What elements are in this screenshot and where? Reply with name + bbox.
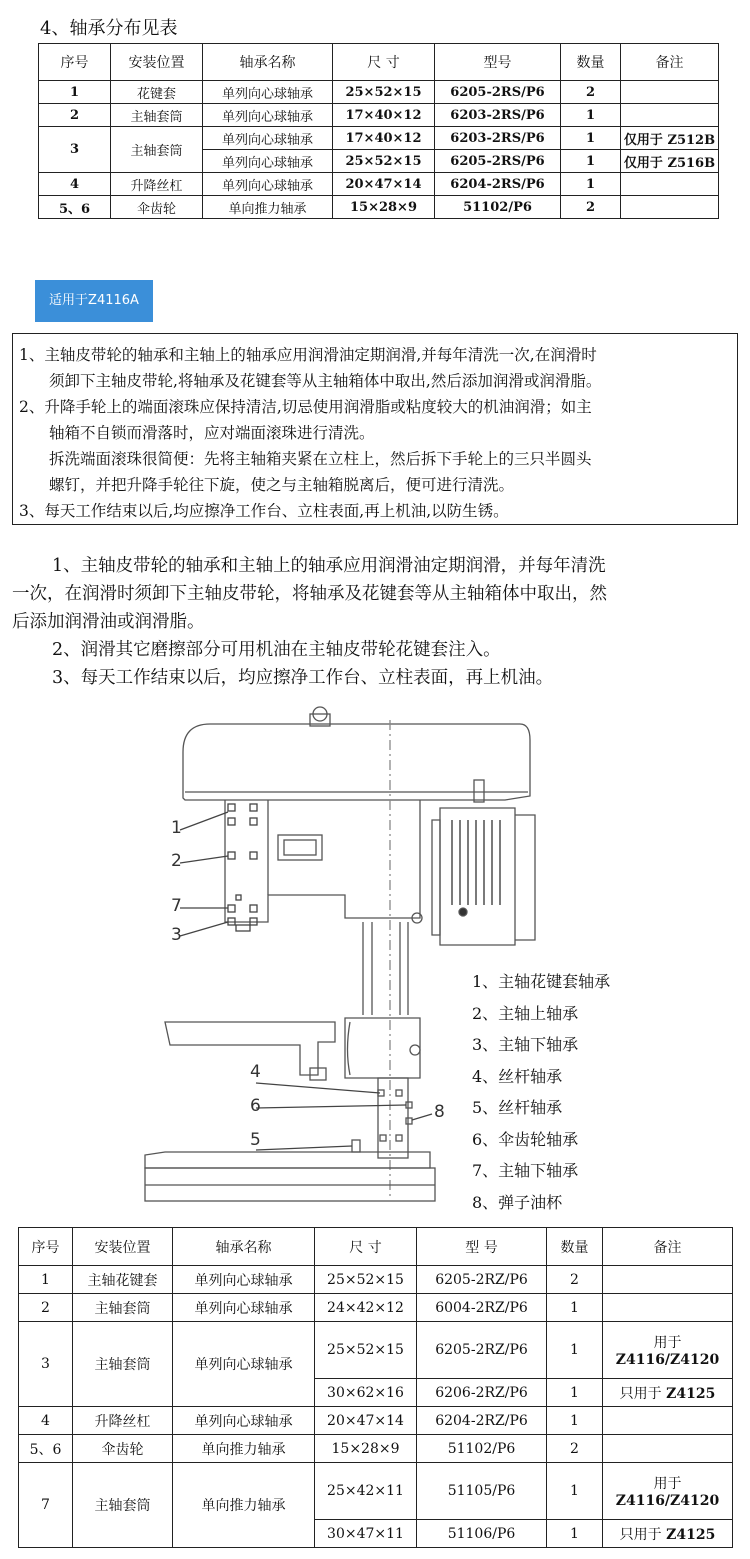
table-row [19, 1463, 733, 1520]
cell-note [603, 1379, 733, 1407]
cell-model: 6204-2RZ/P6 [417, 1407, 547, 1435]
header-cell: 尺 寸 [333, 44, 435, 81]
table-header [19, 1228, 733, 1266]
header-cell: 数量 [547, 1228, 603, 1266]
table-row [39, 173, 719, 196]
header-cell: 尺 寸 [315, 1228, 417, 1266]
legend-item: 5、丝杆轴承 [472, 1098, 563, 1117]
note-text: 只用于 [619, 1385, 662, 1402]
table-header [39, 44, 719, 81]
cell-qty: 2 [561, 196, 621, 219]
legend-item: 6、伞齿轮轴承 [472, 1129, 579, 1149]
cell-note [603, 1463, 733, 1520]
callout-label: 5 [250, 1130, 261, 1150]
cell-size: 25×52×15 [315, 1322, 417, 1379]
callout-label: 8 [434, 1102, 445, 1122]
cell-no: 1 [39, 81, 111, 104]
bearing-table-2 [18, 1227, 733, 1548]
note-text: 用于 [653, 1335, 682, 1351]
note-text: 只用于 [619, 1526, 662, 1543]
cell-model: 6203-2RS/P6 [435, 127, 561, 150]
cell-model: 51102/P6 [435, 196, 561, 219]
cell-qty: 1 [547, 1520, 603, 1548]
header-cell: 安装位置 [73, 1228, 173, 1266]
cell-note [621, 173, 719, 196]
cell-size: 25×52×15 [315, 1266, 417, 1294]
cell-size: 17×40×12 [333, 104, 435, 127]
bearing-table-1 [38, 43, 719, 219]
cell-no: 3 [19, 1322, 73, 1407]
motor-body [440, 808, 515, 945]
cell-size: 25×52×15 [333, 81, 435, 104]
cell-note [603, 1322, 733, 1379]
cell-size: 30×62×16 [315, 1379, 417, 1407]
cell-position: 主轴花键套 [73, 1266, 173, 1294]
cell-size: 15×28×9 [333, 196, 435, 219]
cell-note [621, 196, 719, 219]
legend-item: 2、主轴上轴承 [472, 1003, 579, 1023]
note-models: Z4116/Z4120 [615, 1493, 720, 1509]
maintenance-notes-box [12, 333, 738, 525]
cell-no: 1 [19, 1266, 73, 1294]
cell-name: 单向推力轴承 [203, 196, 333, 219]
paragraph-line: 2、润滑其它磨擦部分可用机油在主轴皮带轮花键套注入。 [52, 640, 501, 660]
machine-base [145, 1152, 430, 1168]
cell-note [603, 1294, 733, 1322]
cell-position: 主轴套筒 [73, 1294, 173, 1322]
paragraph-line: 1、主轴皮带轮的轴承和主轴上的轴承应用润滑油定期润滑，并每年清洗 [52, 556, 606, 576]
model-tag-button[interactable]: 适用于Z4116A [35, 280, 153, 322]
cell-qty: 1 [547, 1294, 603, 1322]
lubrication-paragraphs [12, 552, 738, 692]
cell-name: 单列向心球轴承 [203, 104, 333, 127]
cell-name: 单列向心球轴承 [203, 127, 333, 150]
cell-position: 主轴套筒 [73, 1322, 173, 1407]
cell-name: 单列向心球轴承 [203, 173, 333, 196]
cell-position: 主轴套筒 [73, 1463, 173, 1548]
header-cell: 备注 [603, 1228, 733, 1266]
table-row [19, 1407, 733, 1435]
cell-qty: 1 [561, 150, 621, 173]
cell-no: 4 [19, 1407, 73, 1435]
cell-no: 2 [39, 104, 111, 127]
cell-model: 51106/P6 [417, 1520, 547, 1548]
legend-item: 1、主轴花键套轴承 [472, 972, 611, 991]
drill-press-diagram [0, 700, 750, 1220]
cell-no: 5、6 [39, 196, 111, 219]
legend-item: 3、主轴下轴承 [472, 1035, 579, 1054]
cell-qty: 1 [561, 104, 621, 127]
header-cell: 型号 [435, 44, 561, 81]
cell-note [603, 1266, 733, 1294]
legend-item: 4、丝杆轴承 [472, 1066, 563, 1086]
cell-name: 单向推力轴承 [173, 1435, 315, 1463]
cell-qty: 1 [547, 1322, 603, 1379]
legend-item: 7、主轴下轴承 [472, 1161, 579, 1180]
callout-label: 2 [171, 851, 182, 871]
table-row [39, 81, 719, 104]
note-line: 2、升降手轮上的端面滚珠应保持清洁,切忌使用润滑脂或粘度较大的机油润滑；如主 [19, 398, 592, 416]
cell-position: 升降丝杠 [111, 173, 203, 196]
cell-model: 6004-2RZ/P6 [417, 1294, 547, 1322]
cell-size: 25×42×11 [315, 1463, 417, 1520]
cell-size: 20×47×14 [315, 1407, 417, 1435]
callout-label: 4 [250, 1062, 261, 1082]
table-row [19, 1266, 733, 1294]
cell-position: 花键套 [111, 81, 203, 104]
note-models: Z4125 [666, 1526, 716, 1543]
header-cell: 备注 [621, 44, 719, 81]
paragraph-line: 后添加润滑油或润滑脂。 [12, 612, 205, 632]
cell-qty: 2 [547, 1435, 603, 1463]
lift-housing [345, 1018, 420, 1078]
cell-size: 25×52×15 [333, 150, 435, 173]
header-cell: 序号 [39, 44, 111, 81]
cell-name: 单列向心球轴承 [173, 1407, 315, 1435]
cell-size: 24×42×12 [315, 1294, 417, 1322]
cell-position: 主轴套筒 [111, 104, 203, 127]
table-row [19, 1322, 733, 1379]
header-cell: 安装位置 [111, 44, 203, 81]
note-line: 轴箱不自锁而滑落时，应对端面滚珠进行清洗。 [49, 424, 375, 442]
cell-model: 51102/P6 [417, 1435, 547, 1463]
callout-label: 1 [171, 818, 182, 838]
cell-model: 6203-2RS/P6 [435, 104, 561, 127]
table-row [39, 104, 719, 127]
cell-model: 6205-2RZ/P6 [417, 1322, 547, 1379]
cell-note [603, 1407, 733, 1435]
cell-model: 6206-2RZ/P6 [417, 1379, 547, 1407]
cell-name: 单列向心球轴承 [173, 1294, 315, 1322]
cell-note: 仅用于 Z512B [621, 127, 719, 150]
cell-model: 6205-2RZ/P6 [417, 1266, 547, 1294]
note-line: 拆洗端面滚珠很简便：先将主轴箱夹紧在立柱上，然后拆下手轮上的三只半圆头 [49, 450, 592, 468]
cell-note: 仅用于 Z516B [621, 150, 719, 173]
cell-name: 单列向心球轴承 [203, 150, 333, 173]
cell-position: 伞齿轮 [73, 1435, 173, 1463]
cell-position: 主轴套筒 [111, 127, 203, 173]
section-title: 4、轴承分布见表 [40, 18, 178, 39]
motor-pulley [474, 780, 484, 802]
cell-note [621, 81, 719, 104]
note-line: 须卸下主轴皮带轮,将轴承及花键套等从主轴箱体中取出,然后添加润滑或润滑脂。 [49, 372, 602, 390]
cell-qty: 1 [561, 127, 621, 150]
cell-qty: 1 [561, 173, 621, 196]
callout-label: 6 [250, 1096, 261, 1116]
cell-size: 17×40×12 [333, 127, 435, 150]
cell-note [603, 1520, 733, 1548]
cell-no: 3 [39, 127, 111, 173]
header-cell: 轴承名称 [173, 1228, 315, 1266]
paragraph-line: 3、每天工作结束以后，均应擦净工作台、立柱表面，再上机油。 [52, 668, 554, 688]
note-text: 用于 [653, 1476, 682, 1492]
cell-size: 30×47×11 [315, 1520, 417, 1548]
paragraph-line: 一次，在润滑时须卸下主轴皮带轮，将轴承及花键套等从主轴箱体中取出，然 [12, 584, 607, 604]
cell-size: 20×47×14 [333, 173, 435, 196]
callout-label: 7 [171, 896, 182, 916]
header-cell: 数量 [561, 44, 621, 81]
cell-no: 2 [19, 1294, 73, 1322]
cell-name: 单向推力轴承 [173, 1463, 315, 1548]
cell-no: 4 [39, 173, 111, 196]
spindle-head-outline [183, 724, 530, 800]
cell-position: 伞齿轮 [111, 196, 203, 219]
cell-name: 单列向心球轴承 [173, 1322, 315, 1407]
cell-qty: 2 [547, 1266, 603, 1294]
cell-model: 6205-2RS/P6 [435, 81, 561, 104]
cell-model: 6204-2RS/P6 [435, 173, 561, 196]
legend-item: 8、弹子油杯 [472, 1192, 563, 1212]
cell-note [621, 104, 719, 127]
table-row [19, 1294, 733, 1322]
note-models: Z4116/Z4120 [615, 1352, 720, 1368]
cell-qty: 2 [561, 81, 621, 104]
cell-qty: 1 [547, 1463, 603, 1520]
diagram-legend [472, 966, 610, 1218]
header-cell: 型 号 [417, 1228, 547, 1266]
cell-note [603, 1435, 733, 1463]
table-row [39, 196, 719, 219]
note-line: 1、主轴皮带轮的轴承和主轴上的轴承应用润滑油定期润滑,并每年清洗一次,在润滑时 [19, 346, 597, 364]
table-row [39, 127, 719, 150]
cell-qty: 1 [547, 1379, 603, 1407]
callout-label: 3 [171, 925, 182, 945]
cell-no: 5、6 [19, 1435, 73, 1463]
table-row [19, 1435, 733, 1463]
cell-model: 6205-2RS/P6 [435, 150, 561, 173]
cell-position: 升降丝杠 [73, 1407, 173, 1435]
note-models: Z4125 [666, 1385, 716, 1402]
cell-model: 51105/P6 [417, 1463, 547, 1520]
header-cell: 轴承名称 [203, 44, 333, 81]
cell-name: 单列向心球轴承 [203, 81, 333, 104]
cell-qty: 1 [547, 1407, 603, 1435]
note-line: 螺钉，并把升降手轮往下旋，使之与主轴箱脱离后，便可进行清洗。 [49, 476, 515, 494]
cell-no: 7 [19, 1463, 73, 1548]
note-line: 3、每天工作结束以后,均应擦净工作台、立柱表面,再上机油,以防生锈。 [19, 502, 509, 520]
cell-name: 单列向心球轴承 [173, 1266, 315, 1294]
header-cell: 序号 [19, 1228, 73, 1266]
cell-size: 15×28×9 [315, 1435, 417, 1463]
